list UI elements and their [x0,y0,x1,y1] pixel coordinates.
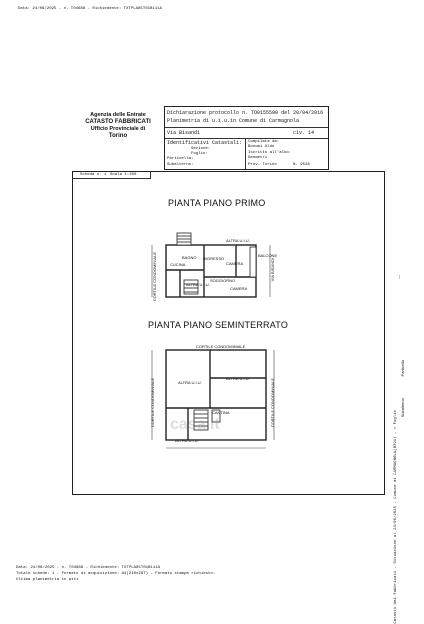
divider-vertical [245,138,246,169]
room-primo-altra1: ALTRA U.I.U. [226,238,250,243]
room-semi-cantina: CANTINA [212,410,230,415]
right-small-mark: — [396,275,401,279]
iscritto-label: Iscritto all'albo: [248,151,292,155]
dichiarazione-label: Dichiarazione protocollo n. [167,110,249,116]
del-label: del [281,110,291,116]
room-primo-camera2: CAMERA [230,286,248,291]
room-primo-soggiorno: SOGGIORNO [210,278,236,283]
divider [165,138,328,139]
scheda-label: Scheda n. 1 [80,173,107,177]
sezione-label: Sezione: [191,147,211,151]
left-label-semi: CORTILE CONDOMINIALE [150,378,155,428]
top-stamp: Data: 24/06/2025 - n. T04688 - Richiedente: TXTPLA85T01B111A [18,7,163,11]
scheda-divider-v [150,171,151,179]
dichiarazione-row [167,110,323,116]
foglio-label: Foglio: [191,152,208,156]
right-subalterno: Subalterno [400,398,405,418]
footer-line1: Data: 24/06/2025 - n. T04688 - Richiedente: TXTPLA85T01B111A [16,566,161,570]
agency-line1: Agenzia delle Entrate [90,112,146,118]
room-primo-bagno: BAGNO [182,255,197,260]
seminterrato-title: PIANTA PIANO SEMINTERRATO [148,320,289,330]
right-particella: Particella [400,360,405,377]
num-label: N. 9548 [293,163,310,167]
right-vertical-stamp: Catasto dei fabbricati - Situazione al 24/06/2025 - Comune di CARMAGNOLA(B791) - < Foglio [394,410,398,624]
primo-title: PIANTA PIANO PRIMO [168,198,266,208]
agency-line3: Ufficio Provinciale di [90,126,146,132]
compilata-label: Compilata da: [248,140,280,144]
right-label-primo: VIA BISANDI [270,258,275,282]
footer-line3: Ultima planimetria in atti [16,578,79,582]
particella-label: Particella: [167,157,194,161]
room-primo-balcone: BALCONE [258,253,278,258]
room-primo-camera1: CAMERA [226,261,244,266]
agency-line2: CATASTO FABBRICATI [85,119,151,125]
civ-label: civ. 14 [293,130,315,136]
dichiarazione-value: TO0155590 [251,110,279,116]
seminterrato-floorplan [148,338,280,454]
planimetria-label: Planimetria di u.i.u.in Comune di Carmagnola [167,118,300,124]
iscritto-value: Geometri [248,156,268,160]
subalterno-label: Subalterno: [167,163,194,167]
room-semi-altra1: ALTRA U.I.U. [178,380,202,385]
scala-label: Scala 1:200 [110,173,137,177]
footer-line2: Totale schede: 1 - Formato di acquisizione: A4(210x297) - Formato stampa richiesto: [16,572,216,576]
room-semi-altra2: ALTRA U.I.U. [226,376,250,381]
del-value: 20/04/2016 [293,110,324,116]
compilata-value: Bonomi Aldo [248,145,275,149]
scheda-divider [72,178,150,179]
room-semi-altra3: ALTRA U.I.U. [175,438,199,443]
divider [165,127,328,128]
watermark: casa.it [170,416,220,433]
room-primo-cucina: CUCINA [170,262,186,267]
via-label: Via Bisandi [167,130,201,136]
left-label-primo: CORTILE CONDOMINIALE [152,252,157,302]
right-label-semi: CORTILE CONDOMINIALE [270,378,275,428]
identificativi-label: Identificativi Catastali: [167,140,243,146]
prov-label: Prov. Torino [248,163,277,167]
room-primo-altra2: ALTRA U.I.U. [186,282,210,287]
room-semi-top: CORTILE CONDOMINIALE [196,344,246,349]
primo-floorplan [150,225,276,307]
room-primo-ingresso: INGRESSO [203,256,225,261]
agency-block [78,112,158,140]
balcone-block [250,247,256,277]
agency-line4: Torino [108,133,128,139]
declaration-box [164,106,329,170]
